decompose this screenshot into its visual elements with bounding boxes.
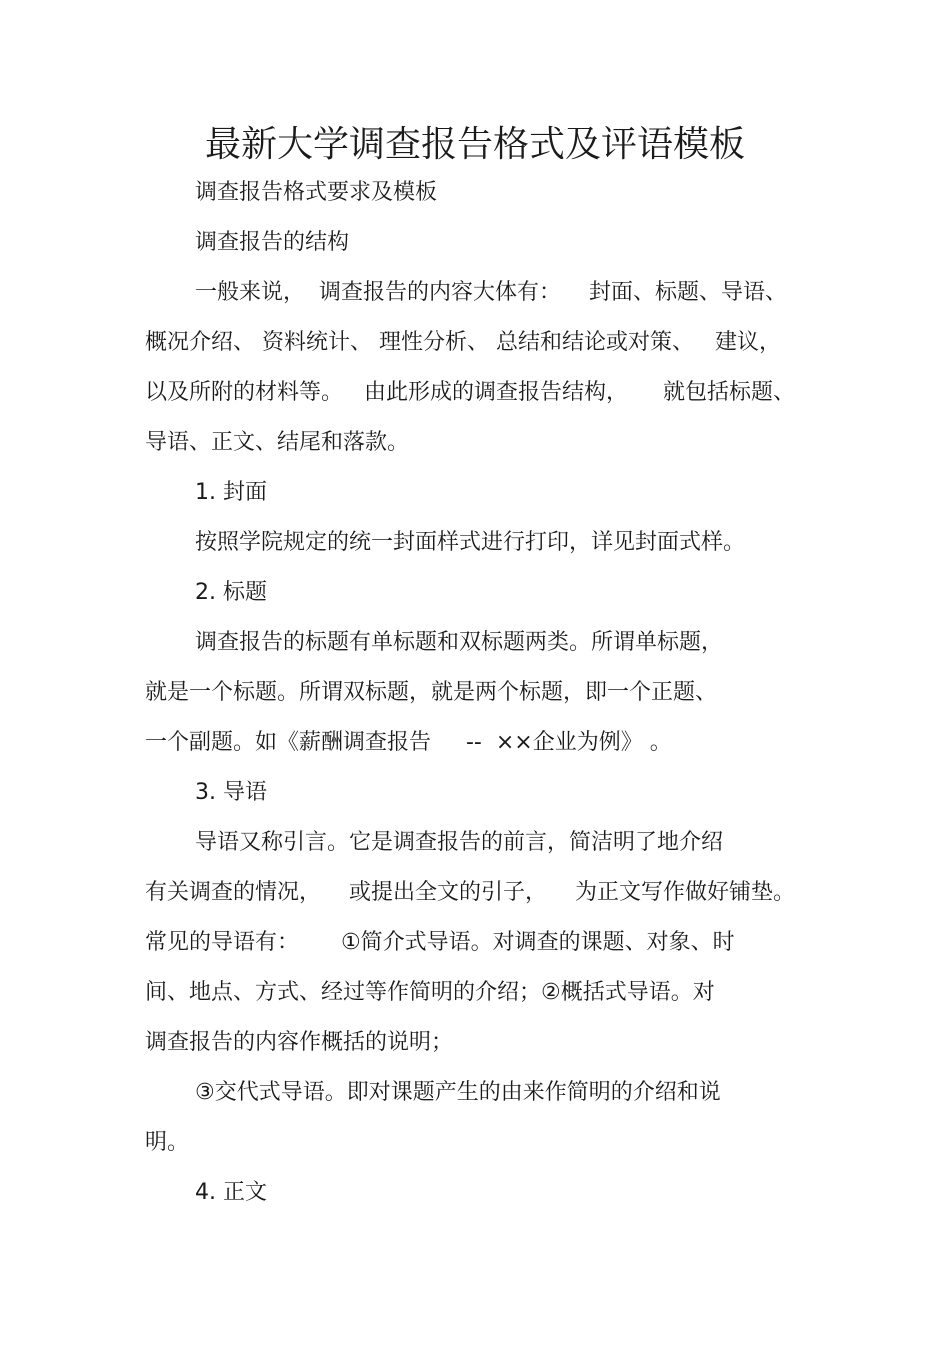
paragraph-line: 一个副题。如《薪酬调查报告 -- ××企业为例》 。 (145, 730, 672, 755)
paragraph-line: 一般来说， 调查报告的内容大体有： 封面、标题、导语、 (195, 280, 787, 305)
section-heading: 3. 导语 (195, 780, 267, 805)
paragraph-line: 有关调查的情况， 或提出全文的引子， 为正文写作做好铺垫。 (145, 880, 795, 905)
paragraph-line: 明。 (145, 1130, 190, 1155)
section-heading: 4. 正文 (195, 1180, 267, 1205)
paragraph-line: 以及所附的材料等。 由此形成的调查报告结构， 就包括标题、 (145, 380, 795, 405)
paragraph-line: 调查报告的标题有单标题和双标题两类。所谓单标题， (195, 630, 724, 655)
paragraph-line: 按照学院规定的统一封面样式进行打印，详见封面式样。 (195, 530, 746, 555)
subtitle-line: 调查报告格式要求及模板 (195, 180, 438, 205)
paragraph-line: 间、地点、方式、经过等作简明的介绍；②概括式导语。对 (145, 980, 715, 1005)
paragraph-line: ③交代式导语。即对课题产生的由来作简明的介绍和说 (195, 1080, 721, 1105)
paragraph-line: 就是一个标题。所谓双标题，就是两个标题，即一个正题、 (145, 680, 718, 705)
section-heading: 2. 标题 (195, 580, 267, 605)
section-heading: 1. 封面 (195, 480, 267, 505)
paragraph-line: 常见的导语有： ①简介式导语。对调查的课题、对象、时 (145, 930, 735, 955)
section-heading: 调查报告的结构 (195, 230, 350, 255)
paragraph-line: 导语、正文、结尾和落款。 (145, 430, 410, 455)
paragraph-line: 调查报告的内容作概括的说明； (145, 1030, 454, 1055)
paragraph-line: 导语又称引言。它是调查报告的前言，简洁明了地介绍 (195, 830, 724, 855)
paragraph-line: 概况介绍、 资料统计、 理性分析、 总结和结论或对策、 建议， (145, 330, 781, 355)
document-title: 最新大学调查报告格式及评语模板 (204, 124, 745, 165)
